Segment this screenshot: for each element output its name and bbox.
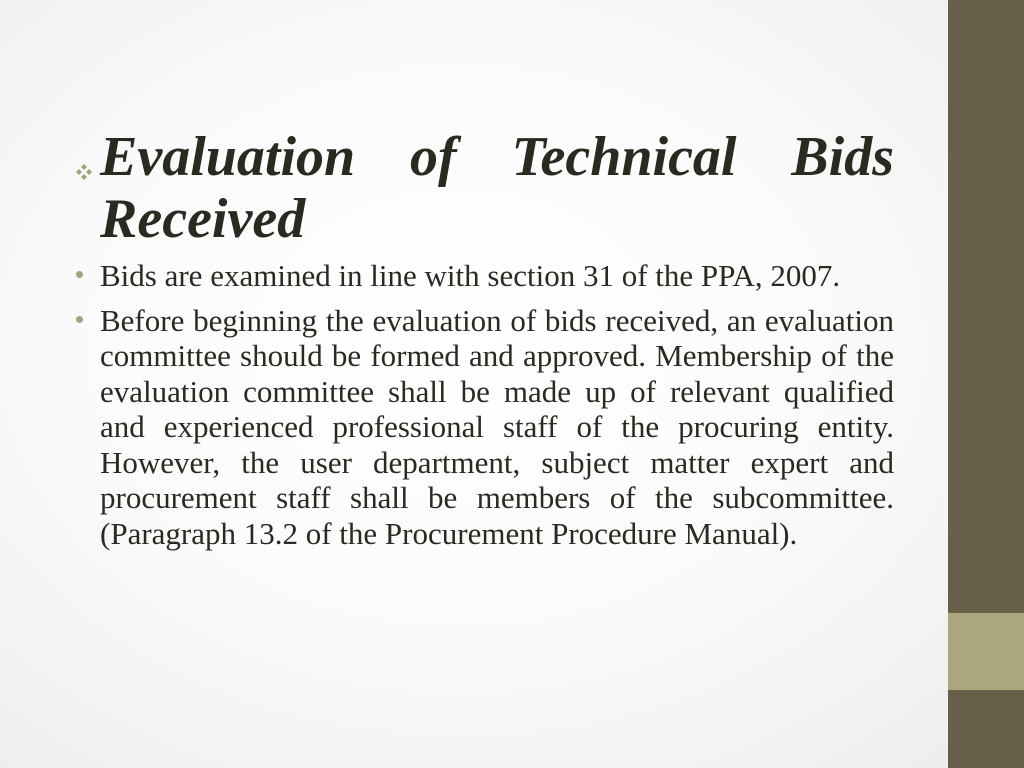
- bullet-text: Before beginning the evaluation of bids received, an evaluation committee should be formed and approved. Membership of the evaluation committee shall be made up of relevant qualified and experienced professional staff of the procuring entity. However, the user department, subject matter expert and procurement staff shall be members of the subcommittee. (Paragraph 13.2 of the Procurement Procedure Manual).: [100, 302, 894, 551]
- slide-title: Evaluation of Technical Bids Received: [100, 126, 894, 250]
- bullet-list: [100, 258, 894, 551]
- round-dot-bullet-icon: [76, 271, 83, 278]
- list-item: [100, 303, 894, 552]
- side-bar-accent: [948, 613, 1024, 690]
- bullet-text: Bids are examined in line with section 31 of the PPA, 2007.: [100, 258, 841, 293]
- title-row: [100, 126, 894, 250]
- round-dot-bullet-icon: [76, 316, 83, 323]
- four-diamond-bullet-icon: [76, 164, 92, 180]
- slide-content: [100, 126, 894, 560]
- list-item: [100, 258, 894, 294]
